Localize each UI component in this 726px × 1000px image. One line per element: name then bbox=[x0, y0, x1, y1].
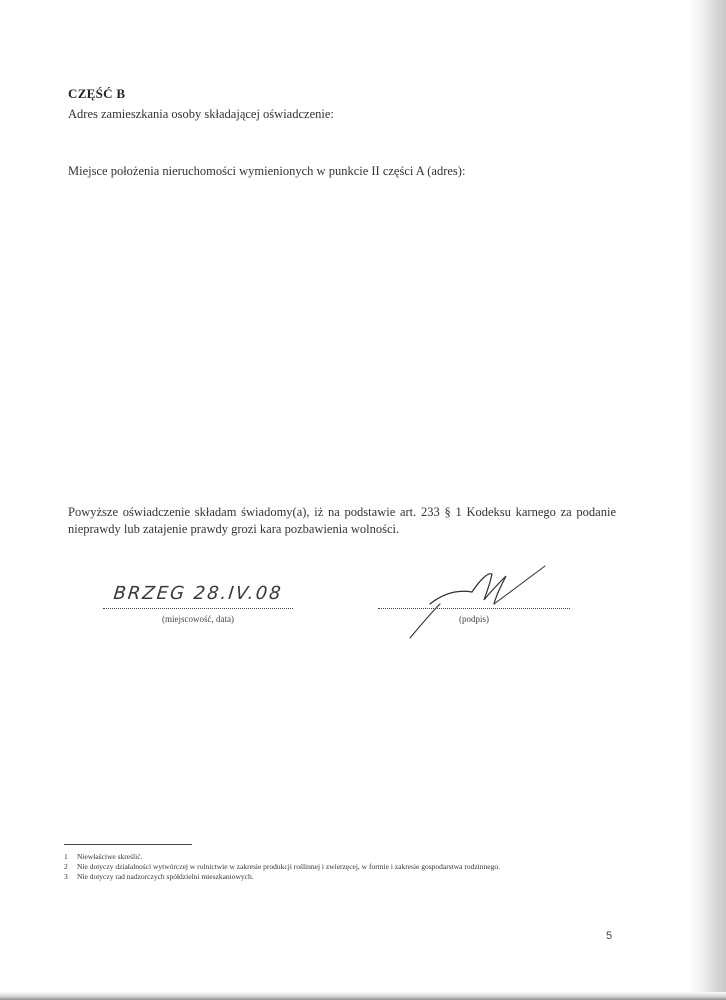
footnote-number: 1 bbox=[64, 852, 68, 861]
scan-edge-bottom bbox=[0, 992, 726, 1000]
footnote-text: Niewłaściwe skreślić. bbox=[77, 852, 143, 861]
page-number: 5 bbox=[606, 930, 613, 942]
scan-edge-right bbox=[690, 0, 726, 1000]
place-date-dotted-line bbox=[103, 606, 293, 609]
footnote-item bbox=[64, 852, 500, 862]
address-label: Adres zamieszkania osoby składającej oświadczenie: bbox=[68, 107, 334, 121]
footnote-text: Nie dotyczy rad nadzorczych spółdzielni mieszkaniowych. bbox=[77, 872, 254, 881]
footnotes-list bbox=[64, 852, 500, 882]
footnote-separator bbox=[64, 844, 192, 845]
signature-caption: (podpis) bbox=[459, 614, 489, 624]
section-heading: CZĘŚĆ B bbox=[68, 86, 126, 101]
handwritten-place-date: BRZEG 28.IV.08 bbox=[112, 583, 284, 604]
footnote-text: Nie dotyczy działalności wytwórczej w rolnictwie w zakresie produkcji roślinnej i zwierzęcej, w formie i zakresie gospodarstwa rodzinnego. bbox=[77, 862, 500, 871]
footnote-item bbox=[64, 872, 500, 882]
footnote-number: 3 bbox=[64, 872, 68, 881]
declaration-statement: Powyższe oświadczenie składam świadomy(a), iż na podstawie art. 233 § 1 Kodeksu karnego za podanie nieprawdy lub zatajenie prawdy grozi kara pozbawienia wolności. bbox=[68, 505, 616, 536]
footnote-item bbox=[64, 862, 500, 872]
property-location-label: Miejsce położenia nieruchomości wymienionych w punkcie II części A (adres): bbox=[68, 164, 466, 178]
place-date-block bbox=[103, 582, 293, 624]
handwritten-signature bbox=[400, 562, 560, 642]
footnote-number: 2 bbox=[64, 862, 68, 871]
place-date-caption: (miejscowość, data) bbox=[162, 614, 234, 624]
